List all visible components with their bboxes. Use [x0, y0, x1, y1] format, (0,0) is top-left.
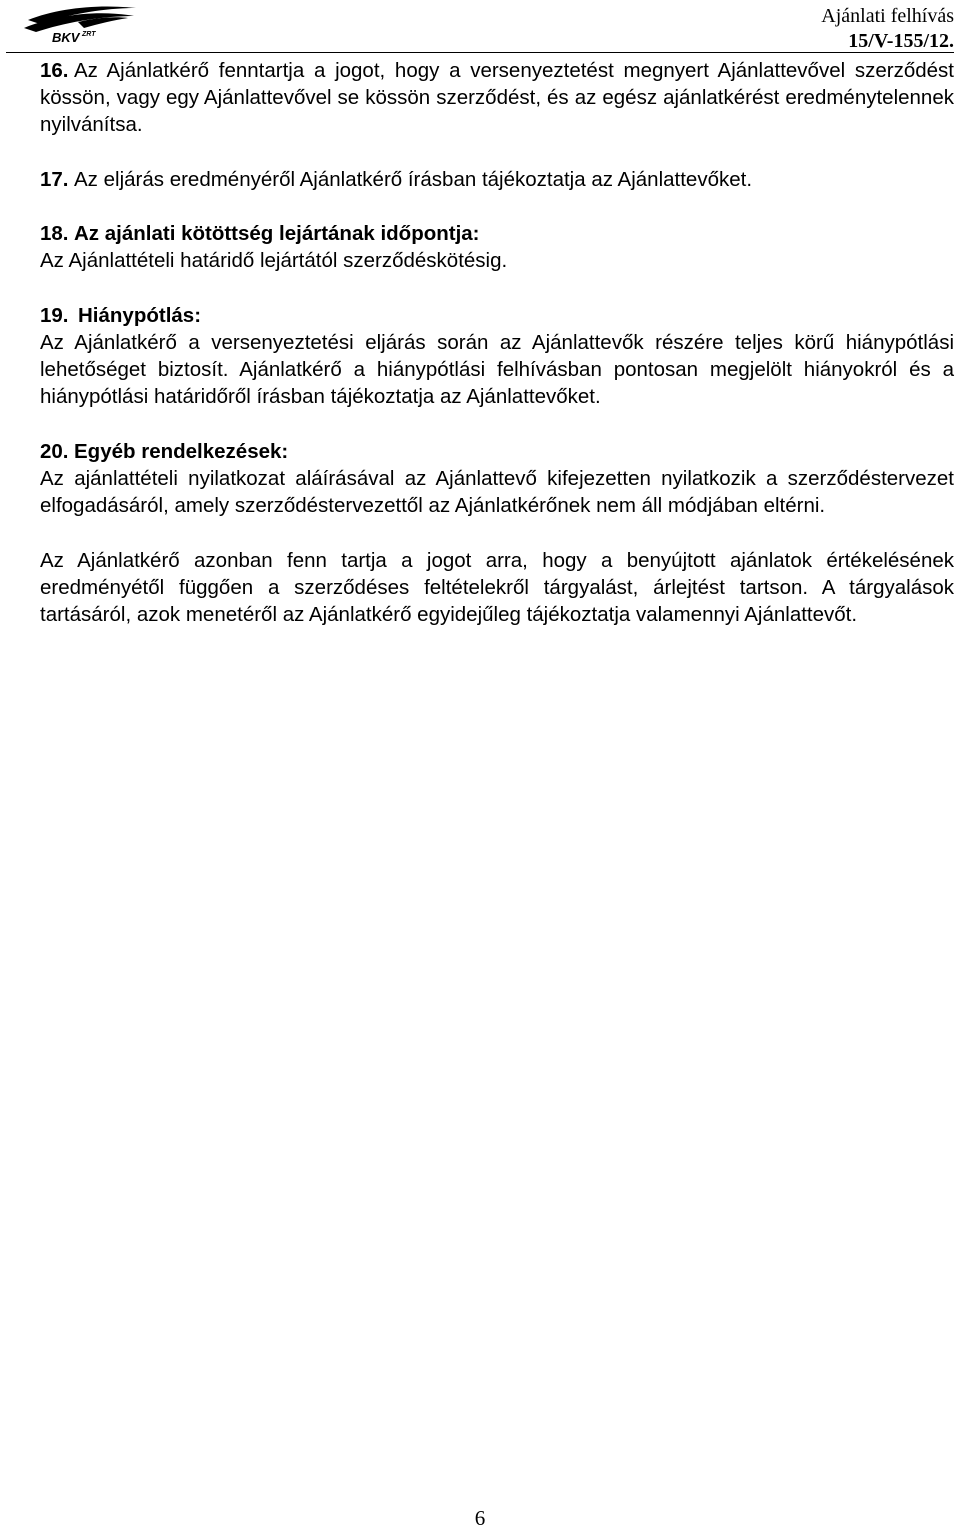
- section-number: 20.: [40, 439, 69, 463]
- document-body: [40, 57, 954, 628]
- section-number: 16.: [40, 59, 69, 82]
- section-number: 19.: [40, 303, 69, 327]
- page-number: 6: [474, 1506, 486, 1530]
- header-doc-info: [821, 4, 954, 54]
- section-text: Az Ajánlatkérő a versenyeztetési eljárás során az Ajánlattevők részére teljes körű hiánypótlási lehetőséget biztosít. Ajánlatkérő a hiánypótlási felhívásban pontosan megjelölt hiányokról és a hiánypótlási határidőről írásban tájékoztatja az Ajánlattevőket.: [40, 330, 954, 409]
- section-16: [40, 57, 954, 139]
- page-header: [0, 0, 960, 56]
- section-20: [40, 438, 954, 520]
- section-number: 17.: [40, 167, 69, 191]
- doc-type: Ajánlati felhívás: [821, 5, 954, 27]
- section-heading: Hiánypótlás:: [78, 303, 202, 327]
- section-19: [40, 302, 954, 411]
- doc-code: 15/V-155/12.: [848, 30, 954, 52]
- logo-suffix: ZRT: [82, 31, 96, 38]
- section-text: Az eljárás eredményéről Ajánlatkérő írásban tájékoztatja az Ajánlattevőket.: [74, 167, 753, 191]
- section-heading: Egyéb rendelkezések:: [74, 439, 289, 463]
- section-heading: Az ajánlati kötöttség lejártának időpontja:: [74, 222, 480, 246]
- section-20-continued: [40, 547, 954, 629]
- section-18: [40, 220, 954, 274]
- section-text: Az Ajánlatkérő fenntartja a jogot, hogy a versenyeztetést megnyert Ajánlattevővel szerződést kössön, vagy egy Ajánlattevővel se kössön szerződést, és az egész ajánlatkérést eredménytelennek nyilvánítsa.: [40, 59, 954, 137]
- header-divider: [6, 52, 954, 53]
- logo-text: BKV: [52, 30, 80, 44]
- section-text: Az Ajánlattételi határidő lejártától szerződéskötésig.: [40, 249, 508, 273]
- section-text: Az Ajánlatkérő azonban fenn tartja a jogot arra, hogy a benyújtott ajánlatok értékelésének eredményétől függően a szerződéses feltételekről tárgyalást, árlejtést tartson. A tárgyalások tartásáról, azok menetéről az Ajánlatkérő egyidejűleg tájékoztatja valamennyi Ajánlattevőt.: [40, 548, 954, 626]
- section-text: Az ajánlattételi nyilatkozat aláírásával az Ajánlattevő kifejezetten nyilatkozik a szerződéstervezet elfogadásáról, amely szerződéstervezettől az Ajánlatkérőnek nem áll módjában eltérni.: [40, 466, 954, 518]
- bkv-logo: [18, 0, 140, 44]
- section-17: [40, 166, 954, 193]
- section-number: 18.: [40, 222, 69, 246]
